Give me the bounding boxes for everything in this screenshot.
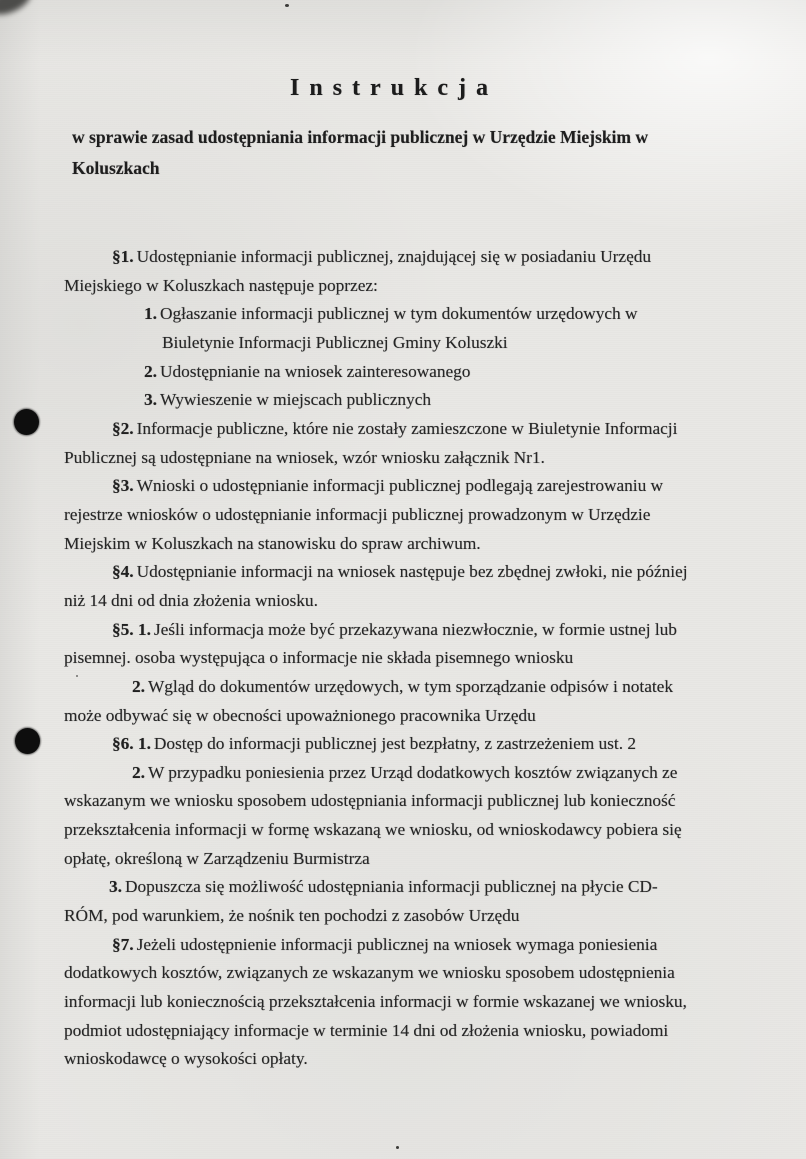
paragraph-marker: §4.	[112, 562, 134, 582]
body-line: Biuletynie Informacji Publicznej Gminy Koluszki	[162, 332, 508, 352]
document-title: Instrukcja	[289, 75, 498, 101]
body-line: Miejskiego w Koluszkach następuje poprzez:	[64, 275, 378, 295]
paragraph-marker: §2.	[112, 418, 134, 438]
subtitle-line: w sprawie zasad udostępniania informacji publicznej w Urzędzie Miejskim w	[72, 127, 649, 147]
document-body	[64, 243, 764, 1074]
paragraph-marker: §5. 1.	[112, 619, 151, 639]
body-line: przekształcenia informacji w formę wskazaną we wniosku, od wnioskodawcy pobiera się	[64, 820, 682, 840]
body-line: dodatkowych kosztów, związanych ze wskazanym we wniosku sposobem udostępnienia	[64, 963, 675, 983]
body-line: §5. 1. Jeśli informacja może być przekazywana niezwłocznie, w formie ustnej lub	[112, 619, 677, 639]
body-line: informacji lub koniecznością przekształcenia informacji w formie wskazanej we wniosku,	[64, 992, 687, 1012]
hole-punch-bottom-icon	[15, 728, 40, 754]
paragraph-marker: §7.	[112, 934, 134, 954]
paragraph-marker: §6. 1.	[112, 734, 151, 754]
ink-speck	[396, 1146, 399, 1149]
scan-corner-shadow	[0, 0, 35, 20]
body-line: §2. Informacje publiczne, które nie zostały zamieszczone w Biuletynie Informacji	[112, 418, 678, 438]
document-subtitle	[64, 122, 764, 184]
body-line: może odbywać się w obecności upoważnionego pracownika Urzędu	[64, 705, 536, 725]
document-content	[64, 0, 764, 1074]
body-line: wnioskodawcę o wysokości opłaty.	[64, 1049, 308, 1069]
body-line: §6. 1. Dostęp do informacji publicznej jest bezpłatny, z zastrzeżeniem ust. 2	[112, 734, 636, 754]
body-line: 1. Ogłaszanie informacji publicznej w tym dokumentów urzędowych w	[144, 304, 638, 324]
paragraph-marker: 1.	[144, 304, 157, 324]
body-line: rejestrze wniosków o udostępnianie informacji publicznej prowadzonym w Urzędzie	[64, 504, 651, 524]
body-line: §4. Udostępnianie informacji na wniosek następuje bez zbędnej zwłoki, nie później	[112, 562, 688, 582]
body-line: opłatę, określoną w Zarządzeniu Burmistrza	[64, 848, 370, 868]
paragraph-marker: §3.	[112, 476, 134, 496]
body-line: §7. Jeżeli udostępnienie informacji publicznej na wniosek wymaga poniesienia	[112, 934, 658, 954]
body-line: RÓM, pod warunkiem, że nośnik ten pochodzi z zasobów Urzędu	[64, 906, 520, 926]
body-line: 3. Wywieszenie w miejscach publicznych	[144, 390, 432, 410]
body-line: wskazanym we wniosku sposobem udostępniania informacji publicznej lub konieczność	[64, 791, 676, 811]
paragraph-marker: 3.	[109, 877, 122, 897]
body-line: 2. Udostępnianie na wniosek zainteresowanego	[144, 361, 471, 381]
paragraph-marker: 2.	[144, 361, 157, 381]
body-line: 2. W przypadku poniesienia przez Urząd dodatkowych kosztów związanych ze	[132, 762, 678, 782]
hole-punch-top-icon	[14, 409, 39, 435]
body-line: podmiot udostępniający informacje w terminie 14 dni od złożenia wniosku, powiadomi	[64, 1020, 669, 1040]
subtitle-line: Koluszkach	[72, 158, 160, 178]
paragraph-marker: 3.	[144, 390, 157, 410]
body-line: Miejskim w Koluszkach na stanowisku do spraw archiwum.	[64, 533, 481, 553]
body-line: Publicznej są udostępniane na wniosek, wzór wniosku załącznik Nr1.	[64, 447, 545, 467]
body-line: §3. Wnioski o udostępnianie informacji publicznej podlegają zarejestrowaniu w	[112, 476, 664, 496]
body-line: §1. Udostępnianie informacji publicznej, znajdującej się w posiadaniu Urzędu	[112, 247, 652, 266]
body-line: 3. Dopuszcza się możliwość udostępniania informacji publicznej na płycie CD-	[109, 877, 658, 897]
paragraph-marker: 2.	[132, 676, 145, 696]
paragraph-marker: §1.	[112, 247, 134, 266]
body-line: niż 14 dni od dnia złożenia wniosku.	[64, 590, 318, 610]
body-line: pisemnej. osoba występująca o informacje nie składa pisemnego wniosku	[64, 648, 574, 668]
paragraph-marker: 2.	[132, 762, 145, 782]
body-line: 2. Wgląd do dokumentów urzędowych, w tym sporządzanie odpisów i notatek	[132, 676, 673, 696]
